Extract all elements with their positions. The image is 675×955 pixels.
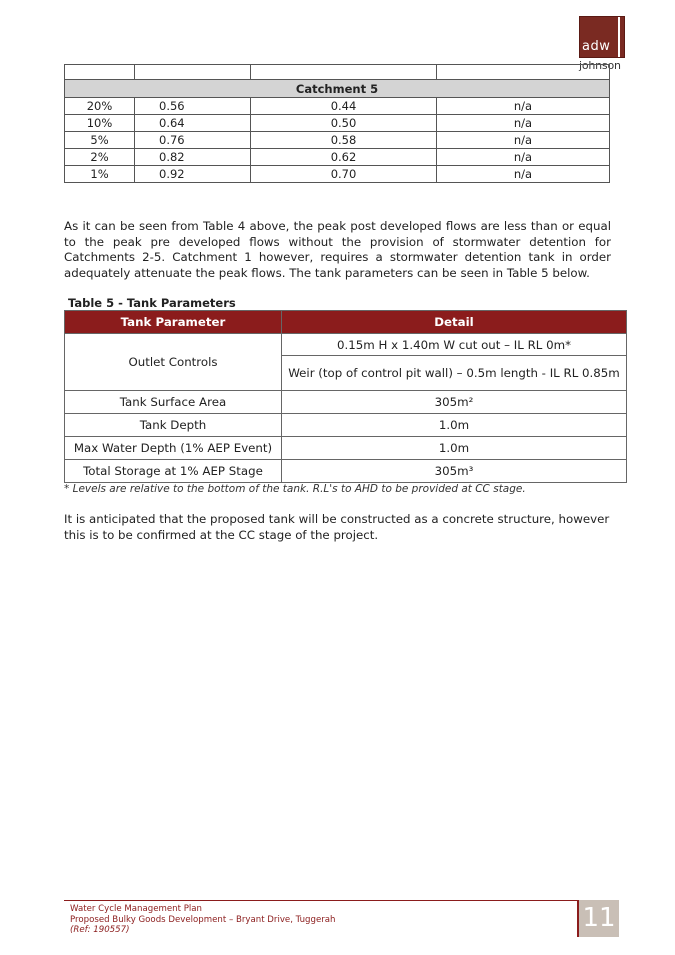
footer-title: Water Cycle Management Plan bbox=[70, 904, 202, 914]
table-row: Tank Depth 1.0m bbox=[65, 414, 627, 437]
column-header: Detail bbox=[282, 311, 627, 334]
table-row: 5% 0.76 0.58 n/a bbox=[65, 132, 610, 149]
table-section-header bbox=[65, 80, 610, 98]
table-row: 20% 0.56 0.44 n/a bbox=[65, 98, 610, 115]
page-footer bbox=[70, 904, 336, 936]
table-row: 2% 0.82 0.62 n/a bbox=[65, 149, 610, 166]
column-header: Tank Parameter bbox=[65, 311, 282, 334]
logo-mark bbox=[579, 16, 625, 58]
table-caption: Table 5 - Tank Parameters bbox=[68, 296, 236, 310]
footer-project: Proposed Bulky Goods Development – Bryant Drive, Tuggerah bbox=[70, 914, 336, 925]
table-4-continued bbox=[64, 64, 610, 183]
table-row: Max Water Depth (1% AEP Event) 1.0m bbox=[65, 437, 627, 460]
table-row: Outlet Controls 0.15m H x 1.40m W cut out – IL RL 0m* bbox=[65, 334, 627, 356]
footer-reference: (Ref: 190557) bbox=[70, 925, 130, 935]
logo-mark-text: adw bbox=[582, 39, 611, 54]
body-paragraph: As it can be seen from Table 4 above, the peak post developed flows are less than or equal to the peak pre developed flows without the provision of stormwater detention for Catchments 2-5. Catchment 1 however, requires a stormwater detention tank in order adequately attenuate the peak flows. The tank parameters can be seen in Table 5 below. bbox=[64, 219, 611, 280]
table-header-row bbox=[65, 311, 627, 334]
page-number: 11 bbox=[577, 900, 619, 937]
footer-divider bbox=[64, 900, 578, 901]
table-row bbox=[65, 65, 610, 80]
table-row: Total Storage at 1% AEP Stage 305m³ bbox=[65, 460, 627, 483]
table-footnote: * Levels are relative to the bottom of the tank. R.L's to AHD to be provided at CC stage. bbox=[64, 483, 526, 495]
table-row: Tank Surface Area 305m² bbox=[65, 391, 627, 414]
table-row: Weir (top of control pit wall) – 0.5m length - IL RL 0.85m bbox=[65, 356, 627, 391]
section-title: Catchment 5 bbox=[65, 80, 610, 98]
tank-parameters-table bbox=[64, 310, 627, 483]
table-row: 1% 0.92 0.70 n/a bbox=[65, 166, 610, 183]
logo-name: johnson bbox=[579, 59, 621, 72]
table-row: 10% 0.64 0.50 n/a bbox=[65, 115, 610, 132]
body-paragraph: It is anticipated that the proposed tank will be constructed as a concrete structure, however this is to be confirmed at the CC stage of the project. bbox=[64, 512, 610, 542]
